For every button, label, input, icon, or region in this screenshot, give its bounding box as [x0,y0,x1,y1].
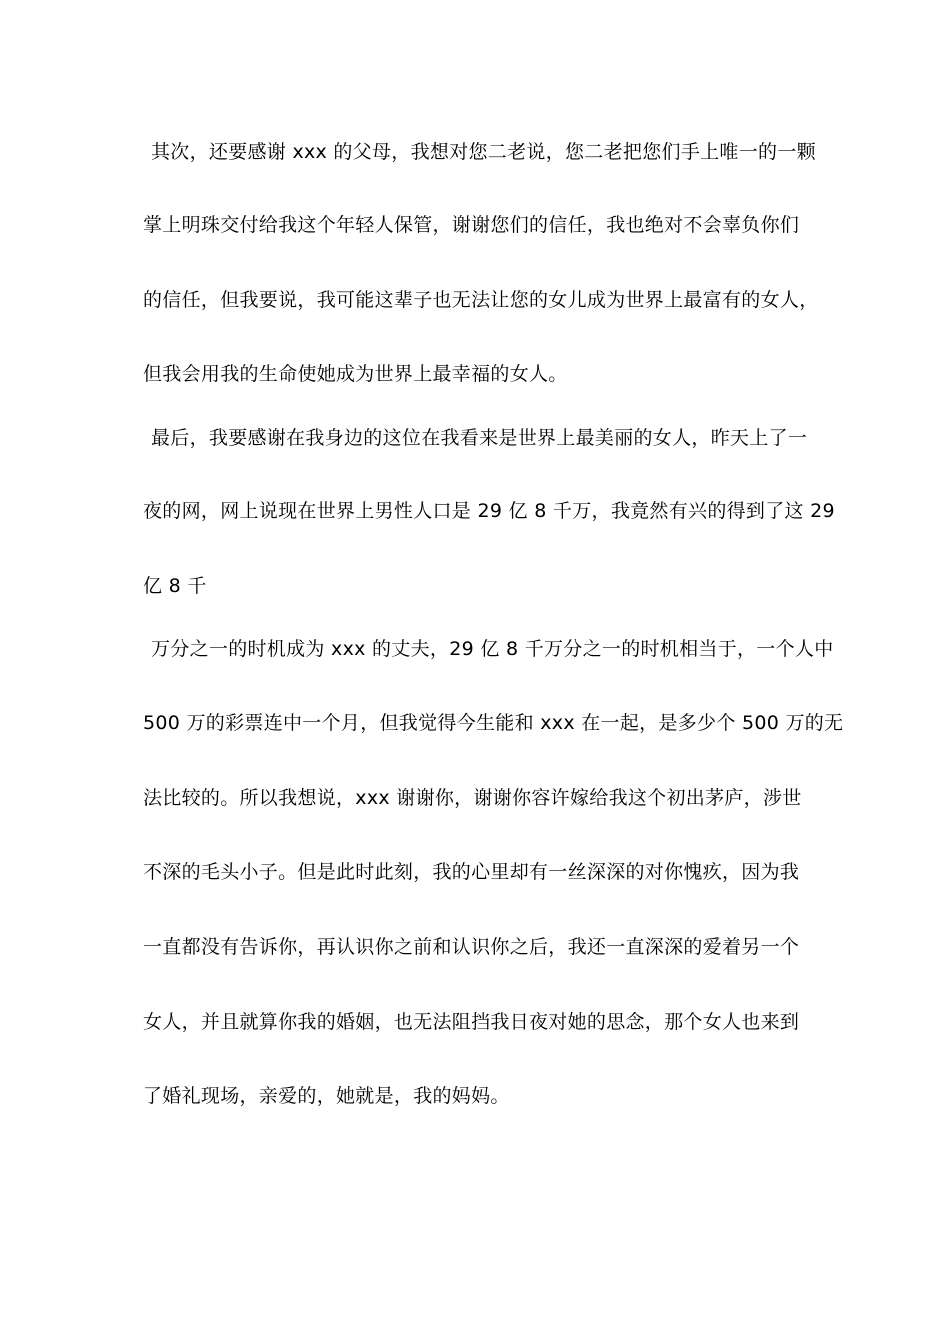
text-line: 最后，我要感谢在我身边的这位在我看来是世界上最美丽的女人，昨天上了一 [151,427,808,449]
text-line: 亿 8 千 [143,575,207,597]
text-line: 一直都没有告诉你，再认识你之前和认识你之后，我还一直深深的爱着另一个 [143,936,800,958]
text-line: 其次，还要感谢 xxx 的父母，我想对您二老说，您二老把您们手上唯一的一颗 [151,141,816,163]
text-line: 万分之一的时机成为 xxx 的丈夫，29 亿 8 千万分之一的时机相当于，一个人中 [151,638,834,660]
text-line: 法比较的。所以我想说，xxx 谢谢你，谢谢你容许嫁给我这个初出茅庐，涉世 [143,787,802,809]
text-line: 不深的毛头小子。但是此时此刻，我的心里却有一丝深深的对你愧疚，因为我 [143,861,800,883]
text-line: 但我会用我的生命使她成为世界上最幸福的女人。 [143,363,568,385]
text-line: 的信任，但我要说，我可能这辈子也无法让您的女儿成为世界上最富有的女人， [143,289,819,311]
text-line: 掌上明珠交付给我这个年轻人保管，谢谢您们的信任，我也绝对不会辜负你们 [143,214,800,236]
text-line: 女人，并且就算你我的婚姻，也无法阻挡我日夜对她的思念，那个女人也来到 [143,1011,800,1033]
text-line: 夜的网，网上说现在世界上男性人口是 29 亿 8 千万，我竟然有兴的得到了这 29 [143,500,835,522]
text-line: 500 万的彩票连中一个月，但我觉得今生能和 xxx 在一起，是多少个 500 万的无 [143,712,844,734]
text-line: 了婚礼现场，亲爱的，她就是，我的妈妈。 [143,1085,510,1107]
